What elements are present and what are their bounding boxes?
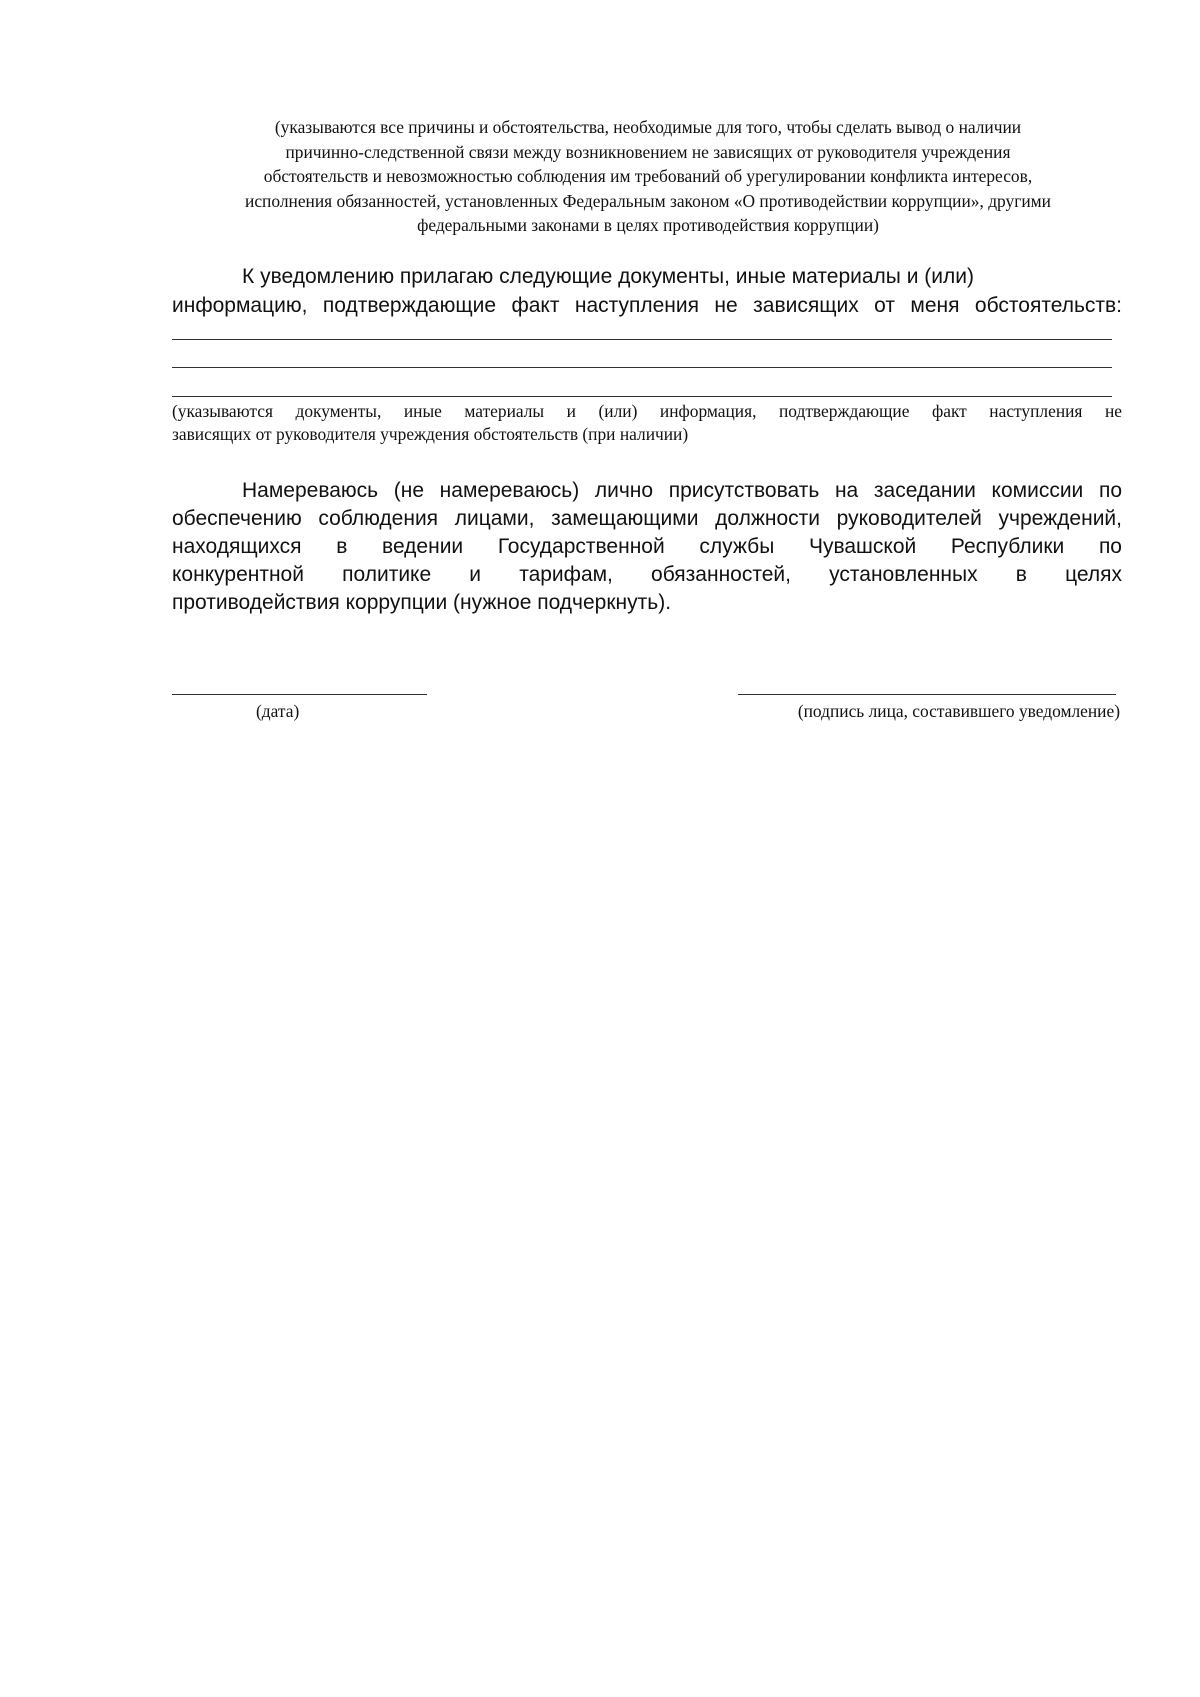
reasons-note-line: исполнения обязанностей, установленных Федеральным законом «О противодействии коррупции», другими	[245, 190, 1051, 211]
attachments-blank-line[interactable]	[172, 396, 1112, 397]
date-blank-line[interactable]	[172, 694, 427, 695]
reasons-note-line: федеральными законами в целях противодействия коррупции)	[417, 215, 879, 235]
attachments-paragraph	[172, 262, 1122, 320]
attachments-blank-line[interactable]	[172, 367, 1112, 368]
intent-paragraph-line: Намереваюсь (не намереваюсь) лично присутствовать на заседании комиссии по	[242, 479, 1122, 502]
date-label: (дата)	[256, 701, 300, 721]
intent-paragraph-line: обеспечению соблюдения лицами, замещающими должности руководителей учреждений,	[172, 507, 1122, 530]
intent-paragraph-line: противодействия коррупции (нужное подчеркнуть).	[172, 591, 672, 614]
attachments-blank-line[interactable]	[172, 339, 1112, 340]
reasons-note-line: (указываются все причины и обстоятельства, необходимые для того, чтобы сделать вывод о наличии	[274, 117, 1022, 137]
signature-blank-line[interactable]	[738, 694, 1116, 695]
intent-paragraph-line: конкурентной политике и тарифам, обязанностей, установленных в целях	[172, 563, 1122, 586]
attachments-note-line: зависящих от руководителя учреждения обстоятельств (при наличии)	[172, 424, 689, 444]
intent-paragraph-line: находящихся в ведении Государственной службы Чувашской Республики по	[172, 535, 1122, 558]
reasons-note	[168, 115, 1128, 238]
attachments-paragraph-line: информацию, подтверждающие факт наступления не зависящих от меня обстоятельств:	[172, 294, 1122, 317]
attachments-paragraph-line: К уведомлению прилагаю следующие документы, иные материалы и (или)	[242, 265, 974, 288]
signature-label: (подпись лица, составившего уведомление)	[797, 701, 1120, 721]
attachments-note	[172, 400, 1122, 446]
reasons-note-line: причинно-следственной связи между возникновением не зависящих от руководителя учреждения	[285, 141, 1011, 162]
intent-paragraph	[172, 477, 1122, 617]
attachments-note-line: (указываются документы, иные материалы и (или) информация, подтверждающие факт наступления не	[172, 401, 1122, 421]
reasons-note-line: обстоятельств и невозможностью соблюдения им требований об урегулировании конфликта интересов,	[263, 166, 1033, 186]
